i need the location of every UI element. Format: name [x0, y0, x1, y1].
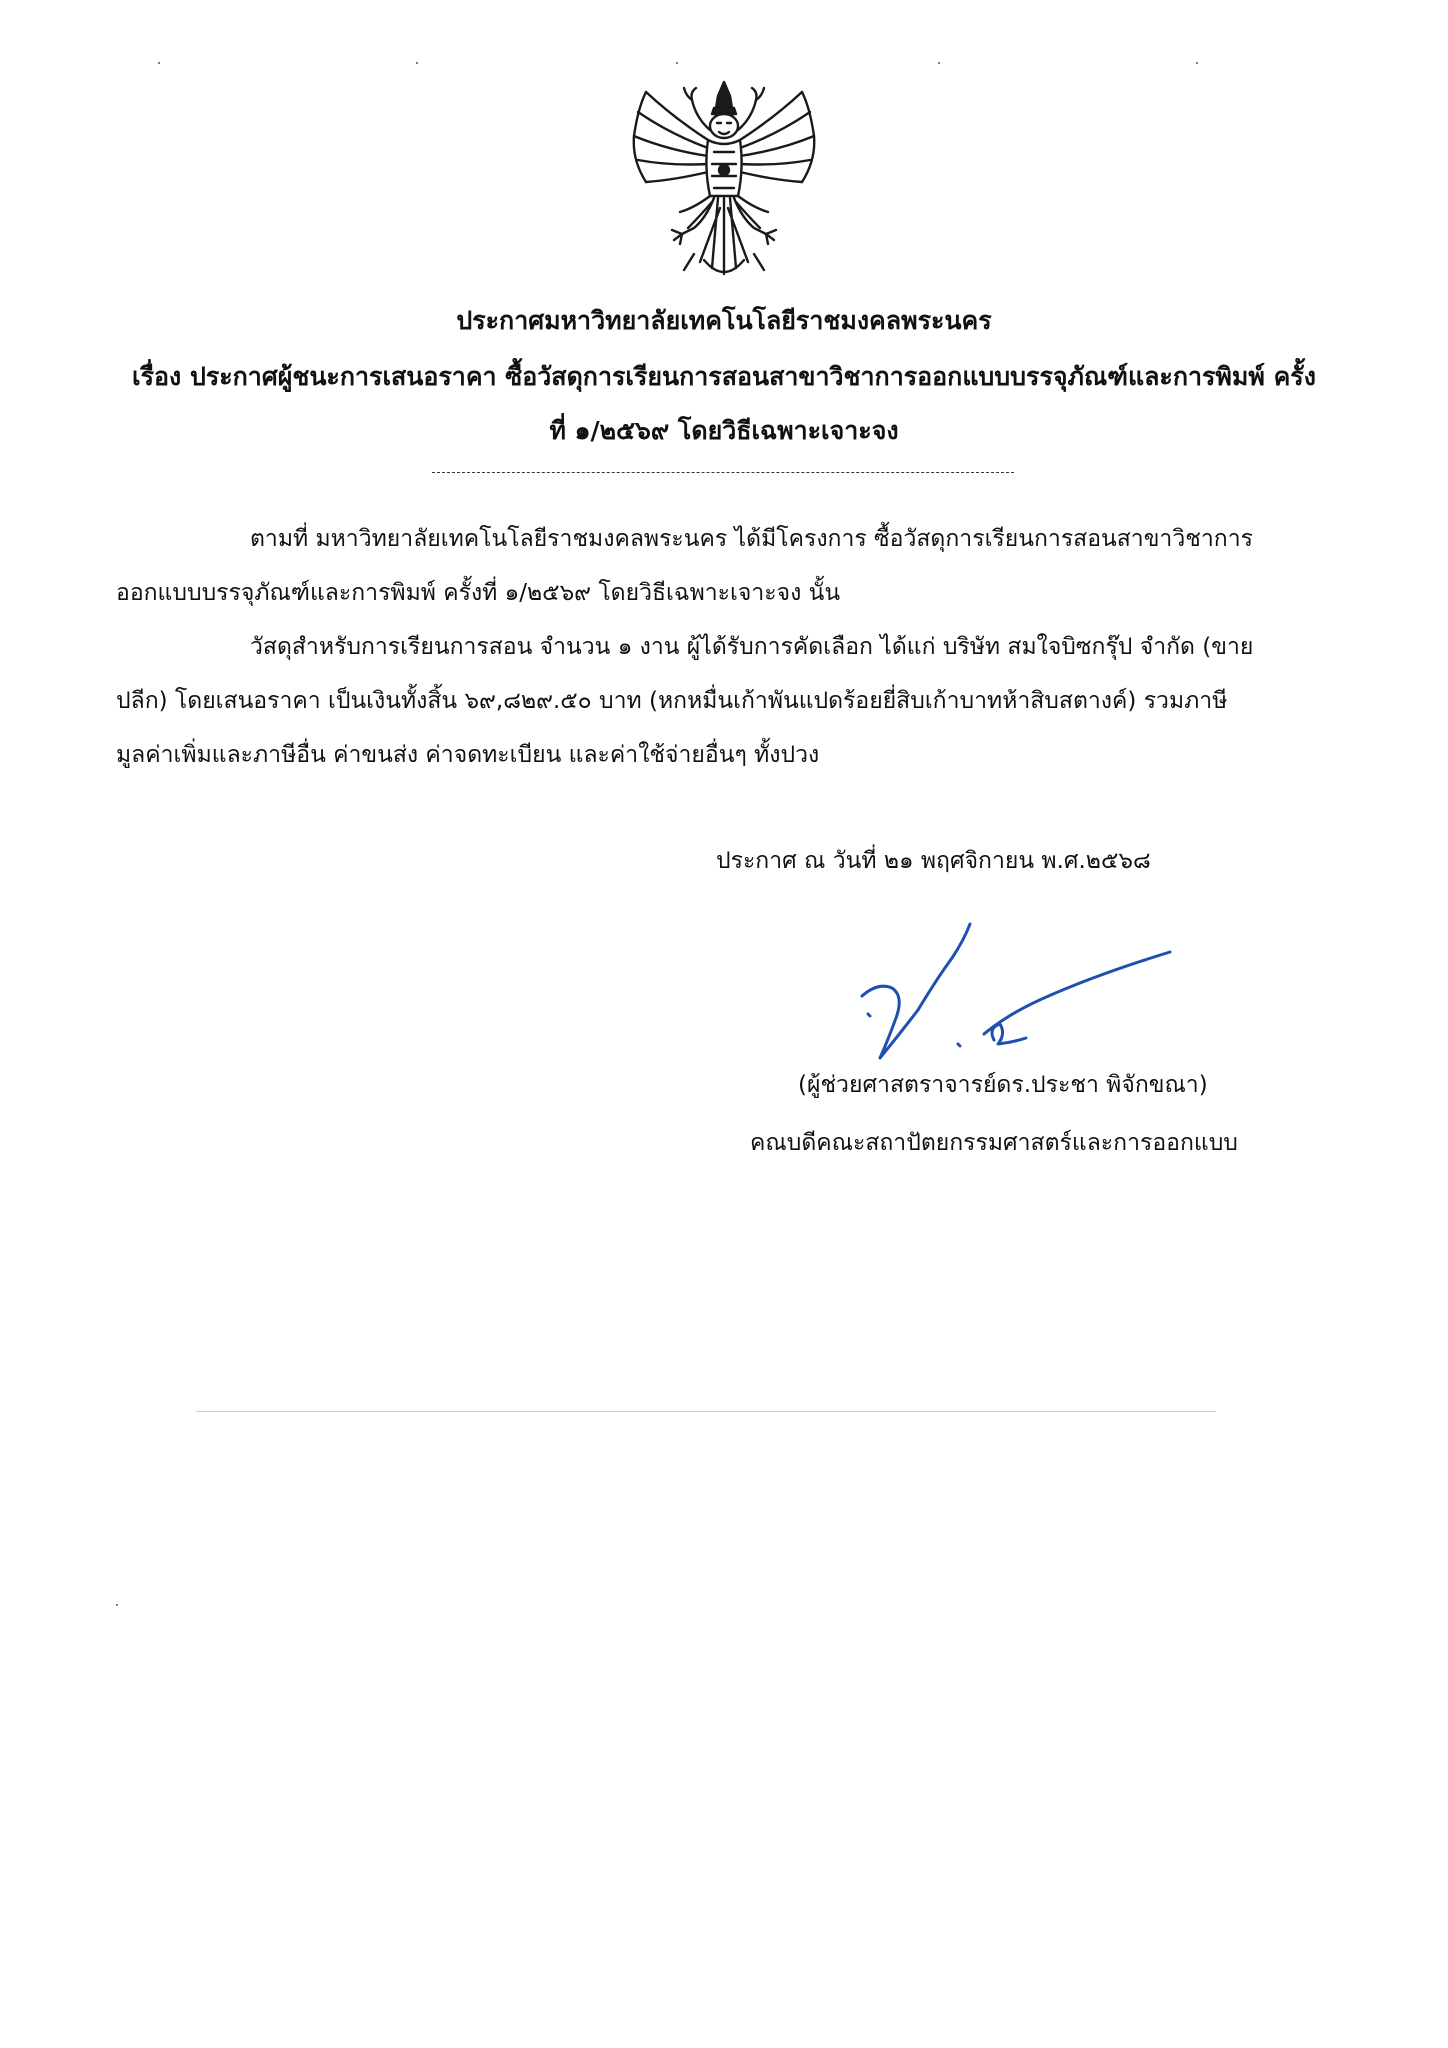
paragraph-1-line-1: ตามที่ มหาวิทยาลัยเทคโนโลยีราชมงคลพระนคร ได้มีโครงการ ซื้อวัสดุการเรียนการสอนสาขาวิชาการ	[250, 526, 1253, 552]
scan-speck	[676, 62, 678, 64]
paragraph-2-line-2: ปลีก) โดยเสนอราคา เป็นเงินทั้งสิ้น ๖๙,๘๒๙.๕๐ บาท (หกหมื่นเก้าพันแปดร้อยยี่สิบเก้าบาทห้าสิบสตางค์) รวมภาษี	[116, 688, 1228, 714]
subject-line-2: ที่ ๑/๒๕๖๙ โดยวิธีเฉพาะเจาะจง	[549, 416, 899, 445]
scan-speck	[116, 1604, 118, 1606]
subject-line-1: เรื่อง ประกาศผู้ชนะการเสนอราคา ซื้อวัสดุการเรียนการสอนสาขาวิชาการออกแบบบรรจุภัณฑ์และการพิมพ์ ครั้ง	[132, 362, 1316, 391]
scan-speck	[416, 62, 418, 64]
signatory-name: (ผู้ช่วยศาสตราจารย์ดร.ประชา พิจักขณา)	[798, 1072, 1208, 1098]
signatory-position: คณบดีคณะสถาปัตยกรรมศาสตร์และการออกแบบ	[750, 1130, 1238, 1156]
footer-rule	[196, 1411, 1216, 1412]
scan-speck	[1196, 62, 1198, 64]
announcement-date: ประกาศ ณ วันที่ ๒๑ พฤศจิกายน พ.ศ.๒๕๖๘	[716, 848, 1151, 874]
handwritten-signature-icon	[848, 918, 1183, 1076]
paragraph-2-line-3: มูลค่าเพิ่มและภาษีอื่น ค่าขนส่ง ค่าจดทะเบียน และค่าใช้จ่ายอื่นๆ ทั้งปวง	[116, 742, 820, 768]
garuda-emblem-icon	[624, 78, 824, 293]
paragraph-1-line-2: ออกแบบบรรจุภัณฑ์และการพิมพ์ ครั้งที่ ๑/๒๕๖๙ โดยวิธีเฉพาะเจาะจง นั้น	[116, 580, 841, 606]
scan-speck	[158, 62, 160, 64]
scan-speck	[938, 62, 940, 64]
paragraph-2-line-1: วัสดุสำหรับการเรียนการสอน จำนวน ๑ งาน ผู้ได้รับการคัดเลือก ได้แก่ บริษัท สมใจบิซกรุ๊ป จำกัด (ขาย	[250, 634, 1254, 660]
header-divider	[432, 472, 1014, 473]
document-title: ประกาศมหาวิทยาลัยเทคโนโลยีราชมงคลพระนคร	[456, 306, 992, 335]
